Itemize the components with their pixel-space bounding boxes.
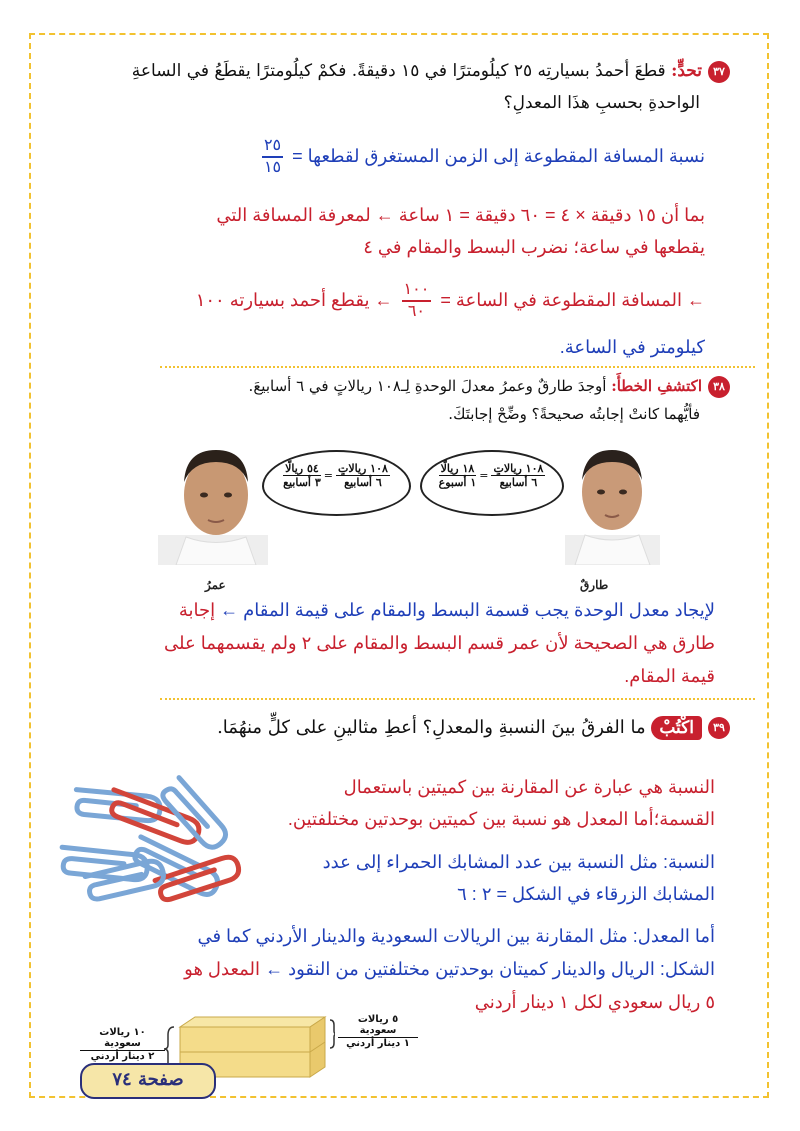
denominator: ٦ أسابيع: [344, 476, 382, 489]
numerator: ١٨ ريالًا: [440, 462, 475, 475]
answer-37-result: [65, 282, 705, 320]
fraction-25-15: [262, 138, 283, 176]
question-text: ما الفرقُ بينَ النسبةِ والمعدلِ؟ أعطِ مثالينِ على كلٍّ منهُمَا.: [217, 717, 646, 738]
denominator: ١٥: [263, 159, 282, 176]
answer-38-line3: قيمة المقام.: [624, 666, 715, 686]
answer-37-result-line2: كيلومتر في الساعة.: [559, 337, 705, 357]
denominator: ٣ أسابيع: [283, 476, 321, 489]
question-39: [70, 712, 730, 744]
answer-38-line2: طارق هي الصحيحة لأن عمر قسم البسط والمقام على ٢ ولم يقسمهما على: [164, 633, 715, 653]
numerator: ١٠٨ ريالاتٍ: [493, 462, 544, 475]
tariq-name: طارقٌ: [580, 578, 609, 592]
answer-37-ratio: [85, 138, 705, 176]
divider: [160, 698, 755, 700]
page-number-badge: صفحة ٧٤: [80, 1063, 216, 1099]
denominator: ٢ دينار أردني: [90, 1051, 155, 1062]
denominator: ٦٠: [407, 303, 425, 320]
fraction-100-60: [402, 282, 432, 320]
tariq-photo: [565, 440, 660, 565]
question-37: [90, 55, 730, 87]
numerator: ٥ ريالات سعودية: [338, 1014, 418, 1038]
answer-text-highlight: المعدل هو: [184, 959, 261, 979]
omar-lhs-fraction: [336, 462, 390, 489]
answer-text: الشكل: الريال والدينار كميتان بوحدتين مختلفتين من النقود ←: [265, 959, 715, 979]
denominator: ٦ أسابيع: [499, 476, 538, 489]
box-label-right: [338, 1014, 418, 1049]
omar-speech-bubble: ١٠٨ ريالاتٍ ٦ أسابيع = ٥٤ ريالًا ٣ أسابيع: [262, 450, 411, 516]
paperclips-image: [45, 760, 260, 920]
numerator: ٥٤ ريالًا: [285, 462, 319, 475]
answer-39-rate-line1: أما المعدل: مثل المقارنة بين الريالات السعودية والدينار الأردني كما في: [197, 926, 715, 946]
question-keyword: اكتشفِ الخطأَ:: [611, 377, 702, 395]
answer-39-ratio-line2: المشابك الزرقاء في الشكل = ٢ : ٦: [457, 884, 715, 904]
answer-39-rate-line2: [65, 953, 715, 986]
question-text: أوجدَ طارقٌ وعمرُ معدلَ الوحدةِ لِـ١٠٨ ريالاتٍ في ٦ أسابيعَ.: [248, 377, 607, 395]
numerator: ١٠٨ ريالاتٍ: [337, 462, 388, 475]
answer-39-definition-line2: القسمة؛أما المعدل هو نسبة بين كميتين بوحدتين مختلفتين.: [287, 809, 715, 829]
question-keyword: اكْتُبْ: [651, 716, 702, 740]
question-text: قطعَ أحمدُ بسيارتِه ٢٥ كيلُومترًا في ١٥ دقيقةً. فكمْ كيلُومترًا يقطَعُ في الساعةِ: [131, 61, 666, 81]
answer-text: ← المسافة المقطوعة في الساعة =: [440, 289, 705, 310]
answer-text-highlight: إجابة: [178, 600, 216, 620]
question-38-line2: فأيُّهما كانتْ إجابتُه صحيحةً؟ وضِّحْ إجابتَكَ.: [448, 405, 700, 423]
answer-39-definition-line1: النسبة هي عبارة عن المقارنة بين كميتين باستعمال: [343, 777, 715, 797]
answer-text: نسبة المسافة المقطوعة إلى الزمن المستغرق لقطعها =: [292, 145, 705, 166]
question-keyword: تحدٍّ:: [671, 61, 702, 81]
omar-rhs-fraction: [283, 462, 321, 489]
tariq-speech-bubble: ١٠٨ ريالاتٍ ٦ أسابيع = ١٨ ريالًا ١ أسبوع: [420, 450, 564, 516]
tariq-rhs-fraction: [439, 462, 477, 489]
answer-38-line1: [65, 594, 715, 627]
numerator: ١٠ ريالات سعودية: [80, 1027, 165, 1051]
denominator: ١ أسبوع: [438, 476, 477, 489]
question-number: ٣٩: [708, 717, 730, 739]
answer-37-step-line1: بما أن ١٥ دقيقة × ٤ = ٦٠ دقيقة = ١ ساعة ← لمعرفة المسافة التي: [216, 205, 705, 225]
question-number: ٣٨: [708, 376, 730, 398]
numerator: ٢٥: [262, 138, 283, 158]
answer-37-step-line2: يقطعها في ساعة؛ نضرب البسط والمقام في ٤: [363, 237, 705, 257]
omar-photo: [158, 440, 268, 565]
divider: [160, 366, 755, 368]
answer-39-rate-line3: ٥ ريال سعودي لكل ١ دينار أردني: [474, 992, 715, 1012]
numerator: ١٠٠: [402, 282, 432, 302]
question-number: ٣٧: [708, 61, 730, 83]
question-37-line2: الواحدةِ بحسبِ هذَا المعدلِ؟: [503, 93, 700, 113]
answer-text: لإيجاد معدل الوحدة يجب قسمة البسط والمقام على قيمة المقام ←: [220, 600, 715, 620]
tariq-lhs-fraction: [491, 462, 545, 489]
omar-name: عمرُ: [205, 578, 226, 592]
answer-39-ratio-line1: النسبة: مثل النسبة بين عدد المشابك الحمراء إلى عدد: [322, 852, 715, 872]
denominator: ١ دينار أردني: [346, 1038, 410, 1049]
box-label-left: [80, 1027, 165, 1062]
answer-text: ← يقطع أحمد بسيارته ١٠٠: [195, 289, 393, 310]
